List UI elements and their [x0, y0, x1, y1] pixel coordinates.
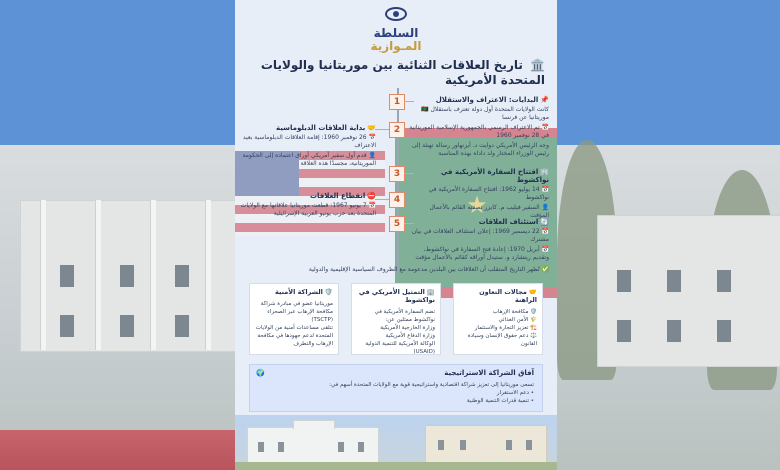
- refresh-icon: 🔄: [540, 218, 549, 226]
- horizon-text: تسعى موريتانيا إلى تعزيز شراكة اقتصادية واستراتيجية قوية مع الولايات المتحدة أسهم في:: [329, 382, 534, 388]
- embassy-icon: 🏢: [540, 168, 549, 176]
- handshake-icon: 🤝: [367, 124, 376, 132]
- event-2-title: بداية العلاقات الدبلوماسية: [276, 124, 366, 132]
- timeline-node-1: 1: [389, 94, 405, 110]
- mauritania-flag-icon: ★: [395, 128, 557, 298]
- card-cooperation-title: مجالات التعاون الراهنة: [479, 288, 537, 304]
- background-left-photo: [0, 0, 235, 470]
- event-5-title: استئناف العلاقات: [478, 218, 539, 226]
- timeline-node-5: 5: [389, 216, 405, 232]
- no-entry-icon: ⛔: [367, 192, 376, 200]
- timeline: [235, 88, 557, 280]
- list-item: وزارة الدفاع الأمريكية: [385, 333, 435, 339]
- event-1-line-1: كانت الولايات المتحدة أول دولة تعترف باستقلال 🇲🇷 موريتانيا عن فرنسا: [421, 106, 549, 121]
- buildings-illustration: [235, 415, 557, 470]
- handshake-icon: 🤝: [528, 288, 537, 296]
- event-2: [240, 124, 376, 170]
- page-title: [245, 58, 545, 88]
- site-logo[interactable]: [235, 6, 557, 53]
- infographic-panel: [235, 0, 557, 470]
- list-item: ⚖️ دعم حقوق الإنسان وسيادة القانون: [467, 333, 537, 347]
- list-item: الوكالة الأمريكية للتنمية الدولية (USAID): [365, 341, 435, 355]
- event-4-line-1: 📅 7 يونيو 1967: قطعت موريتانيا علاقاتها مع الولايات المتحدة بعد حرب يونيو العربية الإسرائيلية: [240, 202, 376, 217]
- event-5-line-2: 📅 أبريل 1970: إعادة فتح السفارة في نواكشوط، وتقديم ريتشارد و. ستيدل أوراقه كقائم بالأعمال مؤقت: [415, 246, 549, 261]
- list-item: • دعم الاستقرار: [496, 390, 534, 396]
- event-3-line-2: 👤 السفير فيليب م. كايزر بصفته القائم بالأعمال المؤقت: [429, 204, 549, 219]
- list-item: 🏗️ تعزيز التجارة والاستثمار: [474, 325, 537, 331]
- list-item: • تنمية قدرات التنمية الوطنية: [466, 398, 534, 404]
- list-item: تتلقى مساعدات أمنية من الولايات المتحدة لدعم جهودها في مكافحة الإرهاب والتطرف: [255, 325, 333, 347]
- timeline-node-2: 2: [389, 122, 405, 138]
- list-item: تضم السفارة الأمريكية في نواكشوط ممثلين عن:: [374, 309, 435, 323]
- card-representation: [351, 283, 441, 355]
- event-4: [240, 192, 376, 220]
- strategic-horizon-box: [249, 364, 543, 412]
- event-5-line-1: 📅 22 ديسمبر 1969: إعلان استئناف العلاقات في بيان مشترك: [411, 228, 549, 243]
- timeline-node-3: 3: [389, 166, 405, 182]
- embassy-icon: 🏢: [426, 288, 435, 296]
- event-1-line-3: وجه الرئيس الأمريكي دوايت د. أيزنهاور رسالة تهنئة إلى رئيس الوزراء المختار ولد داداه بهذه المناسبة: [411, 142, 549, 157]
- list-item: 🌾 الأمن الغذائي: [498, 317, 537, 323]
- event-1-line-2: 📅 تم الاعتراف الرسمي بالجمهورية الإسلامية الموريتانية في 28 نوفمبر 1960: [409, 124, 549, 139]
- pin-icon: 📌: [540, 96, 549, 104]
- eye-icon: [385, 7, 407, 21]
- event-2-line-2: 👤 قدم أول سفير أمريكي أوراق اعتماده إلى الحكومة الموريتانية، مجسدًا هذه العلاقة: [242, 152, 376, 167]
- page-title-text: تاريخ العلاقات الثنائية بين موريتانيا والولايات المتحدة الأمريكية: [260, 58, 545, 87]
- summary-note: ✅ تُظهر التاريخ المتقلب أن العلاقات بين البلدين مدعومة مع الظروف السياسية الإقليمية والدولية: [308, 266, 549, 273]
- globe-icon: 🌍: [256, 369, 265, 377]
- logo-line2: المـوازية: [370, 39, 422, 53]
- event-3-title: افتتاح السفارة الأمريكية في نواكشوط: [440, 168, 549, 184]
- event-3: [409, 168, 549, 222]
- building-icon: 🏛️: [530, 58, 545, 72]
- event-2-line-1: 📅 26 نوفمبر 1960: إقامة العلاقات الدبلوماسية بعيد الاعتراف: [242, 134, 376, 149]
- event-1: [407, 96, 549, 160]
- list-item: وزارة الخارجية الأمريكية: [380, 325, 435, 331]
- horizon-title: آفاق الشراكة الاستراتيجية: [444, 369, 534, 377]
- background-right-photo: [557, 0, 780, 470]
- list-item: 🛡️ مكافحة الإرهاب: [492, 309, 537, 315]
- card-security-title: الشراكة الأمنية: [275, 288, 323, 296]
- event-1-title: البدايات: الاعتراف والاستقلال: [435, 96, 539, 104]
- event-4-title: انقطاع العلاقات: [310, 192, 366, 200]
- shield-icon: 🛡️: [324, 288, 333, 296]
- list-item: موريتانيا عضو في مبادرة شراكة مكافحة الإرهاب عبر الصحراء (TSCTP): [260, 301, 333, 323]
- event-5: [409, 218, 549, 264]
- event-3-line-1: 📅 14 يوليو 1962: افتتاح السفارة الأمريكية في نواكشوط: [428, 186, 549, 201]
- card-cooperation: [453, 283, 543, 355]
- logo-line1: السلطة: [373, 26, 419, 40]
- card-representation-title: التمثيل الأمريكي في نواكشوط: [358, 288, 435, 304]
- cards-row: [249, 283, 543, 355]
- card-security: [249, 283, 339, 355]
- timeline-node-4: 4: [389, 192, 405, 208]
